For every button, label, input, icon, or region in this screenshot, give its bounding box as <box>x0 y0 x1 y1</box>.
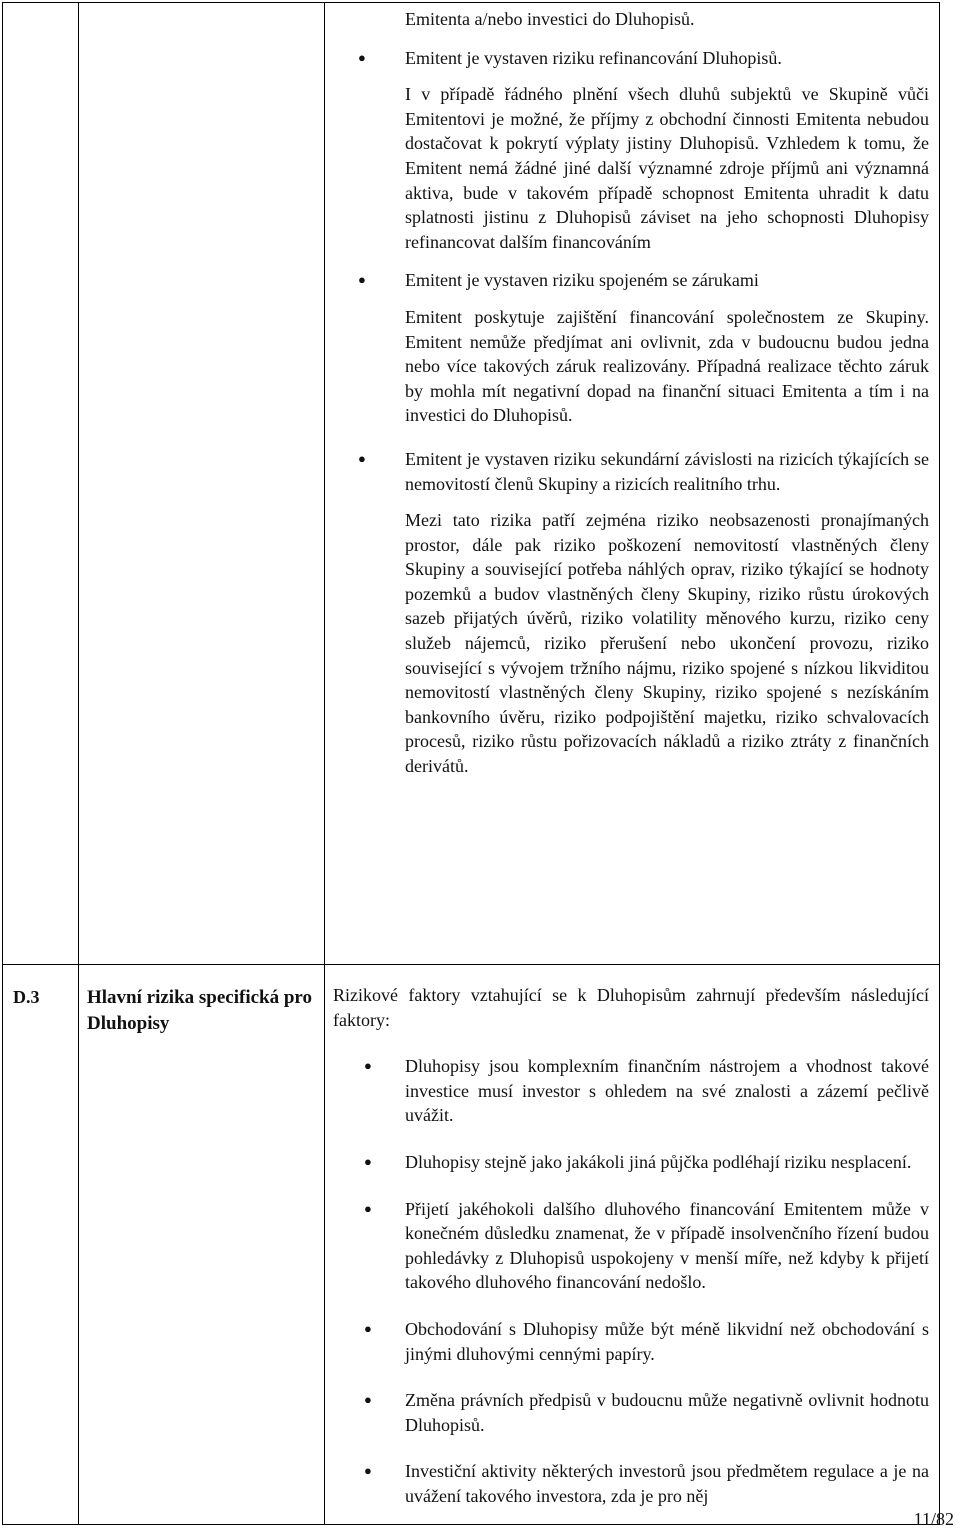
continued-content <box>325 3 939 779</box>
table-row <box>3 965 940 1525</box>
section-title-cell-empty <box>79 3 325 965</box>
risk-body: Mezi tato rizika patří zejména riziko neobsazenosti pronajímaných prostor, dále pak riziko poškození nemovitostí vlastněných členy Skupiny a související potřeba náhlých oprav, riziko týkající se hodnoty pozemků a budov vlastněných členy Skupiny, riziko růstu úrokových sazeb přijatých úvěrů, riziko volatility měnového kurzu, riziko ceny služeb nájemců, riziko přerušení nebo ukončení provozu, riziko související s vývojem tržního nájmu, riziko spojené s nízkou likviditou nemovitostí vlastněných členy Skupiny, riziko spojené s nezískáním bankovního úvěru, riziko podpojištění majetku, riziko schvalovacích procesů, riziko růstu pořizovacích nákladů a riziko ztráty z finančních derivátů. <box>405 510 929 777</box>
list-item: ● Investiční aktivity některých investorů jsou předmětem regulace a je na uvážení takového investora, zda je pro něj <box>333 1459 929 1508</box>
list-item <box>405 46 929 255</box>
section-title: Hlavní rizika specifická pro Dluhopisy <box>87 987 313 1034</box>
content-cell <box>325 965 940 1525</box>
list-item: ● Dluhopisy jsou komplexním finančním nástrojem a vhodnost takové investice musí investor s ohledem na své znalosti a zázemí pečlivě uvážit. <box>333 1054 929 1128</box>
section-intro: Rizikové faktory vztahující se k Dluhopisům zahrnují především následující faktory: <box>333 985 929 1030</box>
section-content <box>325 965 939 1509</box>
risk-list <box>405 46 929 779</box>
list-item: ● Změna právních předpisů v budoucnu může negativně ovlivnit hodnotu Dluhopisů. <box>333 1388 929 1437</box>
table-row <box>3 3 940 965</box>
list-item <box>405 447 929 779</box>
risk-body: I v případě řádného plnění všech dluhů subjektů ve Skupině vůči Emitentovi je možné, že příjmy z obchodní činnosti Emitenta nebudou dostačovat k pokrytí výplaty jistiny Dluhopisů. Vzhledem k tomu, že Emitent nemá žádné jiné další významné zdroje příjmů ani významná aktiva, bude v takovém případě schopnost Emitenta uhradit k datu splatnosti jistinu z Dluhopisů záviset na jeho schopnosti Dluhopisy refinancovat dalším financováním <box>405 84 929 252</box>
list-item: ● Obchodování s Dluhopisy může být méně likvidní než obchodování s jinými dluhovými cennými papíry. <box>333 1317 929 1366</box>
section-id-cell <box>3 965 79 1525</box>
list-item: ● Dluhopisy stejně jako jakákoli jiná půjčka podléhají riziku nesplacení. <box>333 1150 929 1175</box>
lead-line: Emitenta a/nebo investici do Dluhopisů. <box>405 9 695 29</box>
summary-table <box>2 2 940 1525</box>
list-item: ● Přijetí jakéhokoli dalšího dluhového financování Emitentem může v konečném důsledku znamenat, že v případě insolvenčního řízení budou pohledávky z Dluhopisů uspokojeny v menší míře, než kdyby k přijetí takového dluhového financování nedošlo. <box>333 1197 929 1295</box>
page-number: 11/82 <box>913 1509 954 1529</box>
risk-body: Emitent poskytuje zajištění financování společnostem ze Skupiny. Emitent nemůže předjímat ani ovlivnit, zda v budoucnu budou jedna nebo více takových záruk realizovány. Případná realizace těchto záruk by mohla mít negativní dopad na finanční situaci Emitenta a tím i na investici do Dluhopisů. <box>405 306 929 426</box>
list-item <box>405 268 929 428</box>
risk-factor-list <box>333 1054 929 1508</box>
content-cell <box>325 3 940 965</box>
risk-heading: ● Emitent je vystaven riziku sekundární závislosti na rizicích týkajících se nemovitostí členů Skupiny a rizicích realitního trhu. <box>405 448 929 494</box>
section-id: D.3 <box>13 987 40 1007</box>
risk-heading: ● Emitent je vystaven riziku spojeném se zárukami <box>405 270 759 291</box>
section-id-cell-empty <box>3 3 79 965</box>
section-title-cell <box>79 965 325 1525</box>
risk-heading: ● Emitent je vystaven riziku refinancování Dluhopisů. <box>405 47 782 68</box>
